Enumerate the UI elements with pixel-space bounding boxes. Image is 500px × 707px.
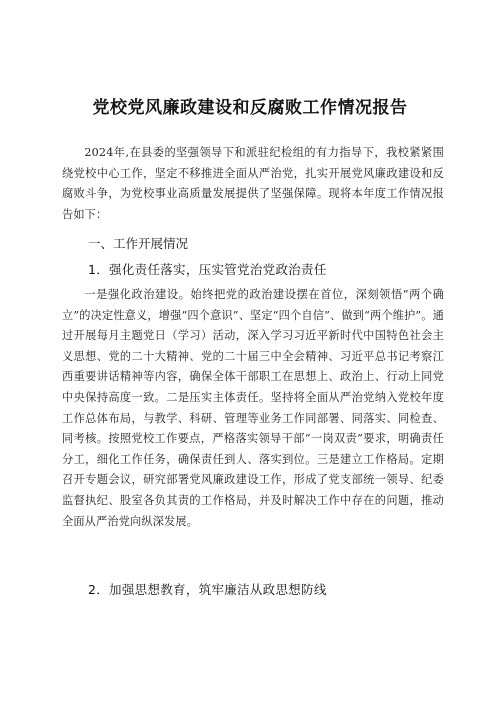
subsection-body-block — [62, 285, 444, 532]
subsection-heading-responsibility: 1．强化责任落实，压实管党治党政治责任 — [88, 262, 327, 277]
intro-paragraph: 2024年,在县委的坚强领导下和派驻纪检组的有力指导下，我校紧紧围绕党校中心工作，坚定不移推进全面从严治党，扎实开展党风廉政建设和反腐败斗争，为党校事业高质量发展提供了坚强保障。现将本年度工作情况报告如下： — [62, 146, 444, 221]
document-title: 党校党风廉政建设和反腐败工作情况报告 — [92, 98, 408, 118]
subsection-paragraph-responsibility: 一是强化政治建设。始终把党的政治建设摆在首位，深刻领悟“两个确立”的决定性意义，增强“四个意识”、坚定“四个自信”、做到“两个维护”。通过开展每月主题党日（学习）活动，深入学习习近平新时代中国特色社会主义思想、党的二十大精神、党的二十届三中全会精神、习近平总书记考察江西重要讲话精神等内容，确保全体干部职工在思想上、政治上、行动上同党中央保持高度一致。二是压实主体责任。坚持将全面从严治党纳入党校年度工作总体布局，与教学、科研、管理等业务工作同部署、同落实、同检查、同考核。按照党校工作要点，严格落实领导干部“一岗双责”要求，明确责任分工，细化工作任务，确保责任到人、落实到位。三是建立工作格局。定期召开专题会议，研究部署党风廉政建设工作，形成了党支部统一领导、纪委监督执纪、股室各负其责的工作格局，并及时解决工作中存在的问题，推动全面从严治党向纵深发展。 — [62, 288, 444, 528]
intro-paragraph-block — [62, 143, 444, 225]
subsection-heading-ideology: 2．加强思想教育，筑牢廉洁从政思想防线 — [88, 582, 327, 597]
section-heading-work-status: 一、工作开展情况 — [88, 236, 189, 251]
